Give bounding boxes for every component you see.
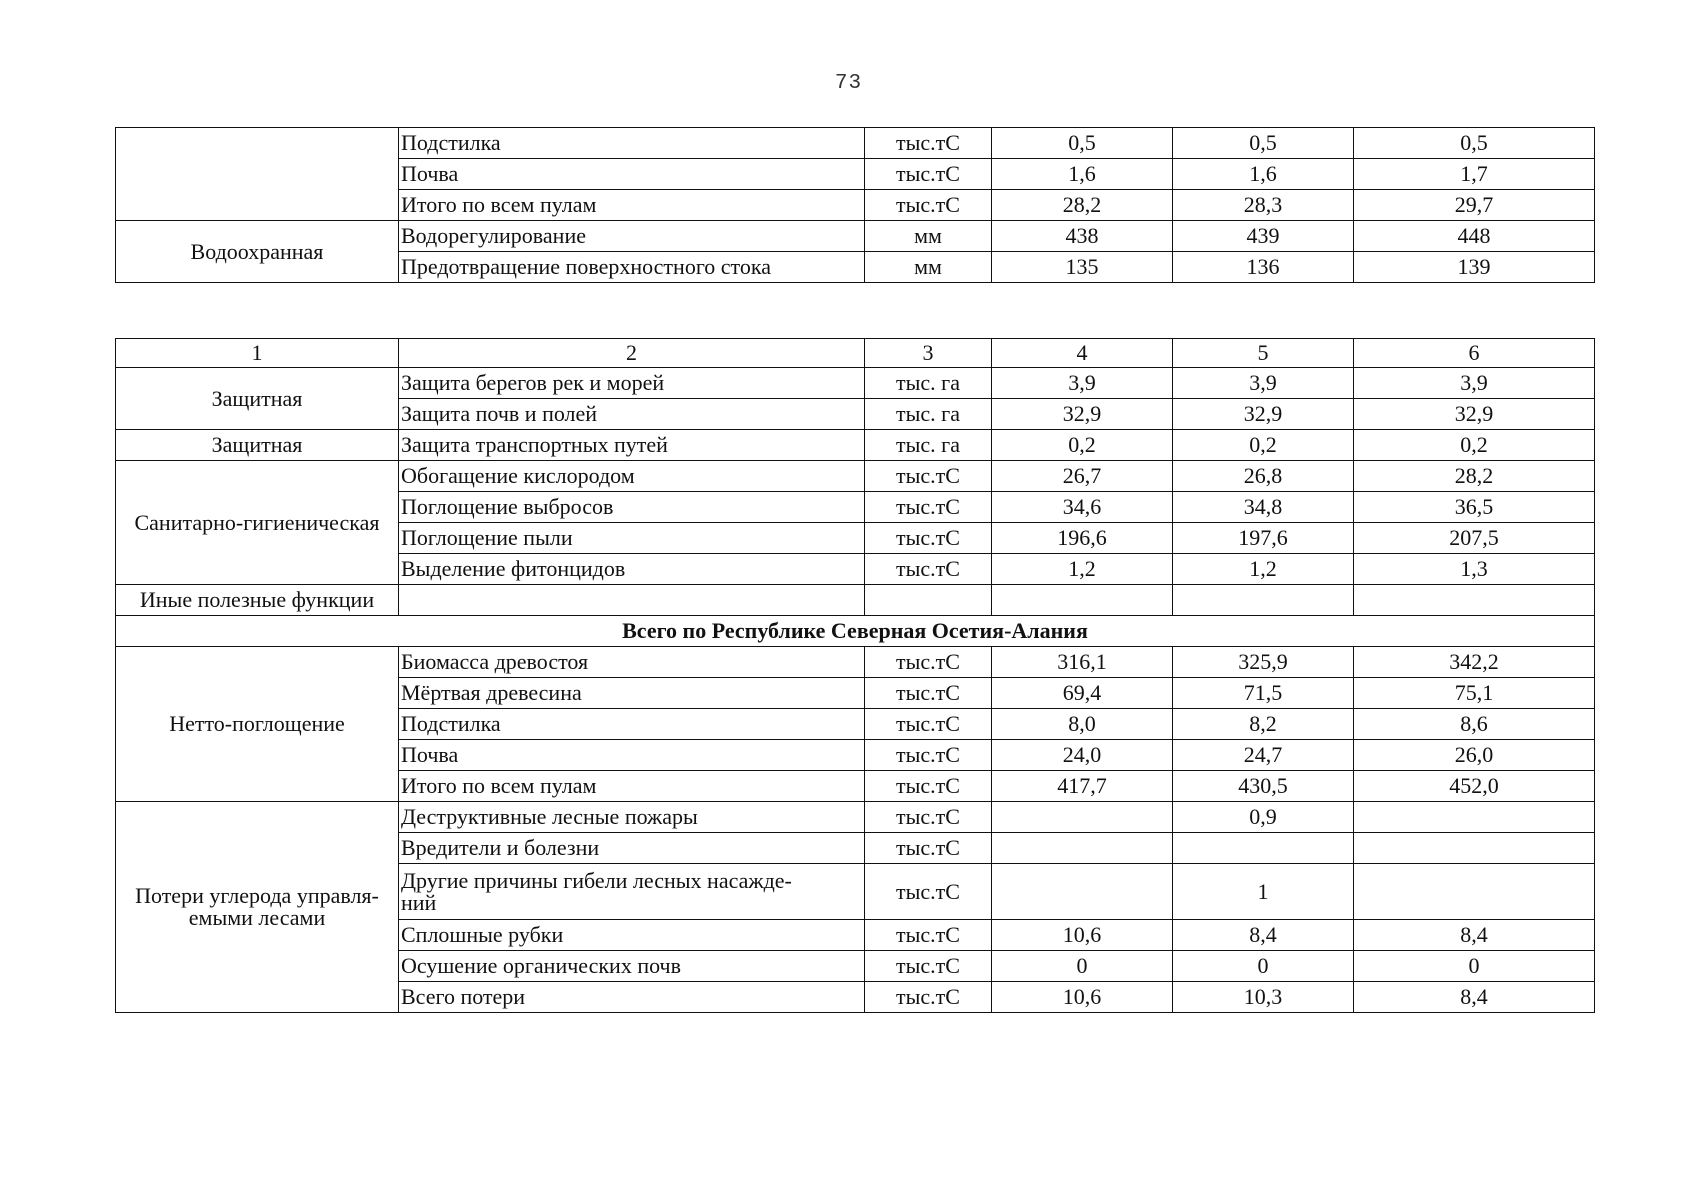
value-cell: 8,6 <box>1354 709 1595 740</box>
total-section-row <box>116 616 1595 647</box>
indicator-cell: Вредители и болезни <box>399 833 865 864</box>
value-cell: 325,9 <box>1173 647 1354 678</box>
value-cell: 34,6 <box>992 492 1173 523</box>
indicator-cell: Защита берегов рек и морей <box>399 368 865 399</box>
value-cell: 28,2 <box>1354 461 1595 492</box>
indicator-cell: Почва <box>399 740 865 771</box>
unit-cell: мм <box>865 221 992 252</box>
table-row <box>116 461 1595 492</box>
value-cell: 28,3 <box>1173 190 1354 221</box>
column-number-row <box>116 339 1595 368</box>
forest-functions-table <box>115 338 1595 1013</box>
indicator-cell: Обогащение кислородом <box>399 461 865 492</box>
value-cell: 3,9 <box>1354 368 1595 399</box>
unit-cell: тыс.тС <box>865 647 992 678</box>
value-cell: 448 <box>1354 221 1595 252</box>
indicator-cell: Итого по всем пулам <box>399 771 865 802</box>
value-cell: 26,0 <box>1354 740 1595 771</box>
unit-cell: тыс.тС <box>865 951 992 982</box>
value-cell <box>992 802 1173 833</box>
value-cell: 71,5 <box>1173 678 1354 709</box>
group-cell: Иные полезные функции <box>116 585 399 616</box>
indicator-cell: Биомасса древостоя <box>399 647 865 678</box>
indicator-cell: Поглощение выбросов <box>399 492 865 523</box>
value-cell: 139 <box>1354 252 1595 283</box>
indicator-cell: Почва <box>399 159 865 190</box>
value-cell: 29,7 <box>1354 190 1595 221</box>
value-cell: 136 <box>1173 252 1354 283</box>
table-row <box>116 585 1595 616</box>
indicator-cell: Защита почв и полей <box>399 399 865 430</box>
value-cell: 0,2 <box>1354 430 1595 461</box>
indicator-cell: Водорегулирование <box>399 221 865 252</box>
column-number: 6 <box>1354 339 1595 368</box>
unit-cell: тыс.тС <box>865 159 992 190</box>
value-cell: 417,7 <box>992 771 1173 802</box>
indicator-cell: Деструктивные лесные пожары <box>399 802 865 833</box>
value-cell: 207,5 <box>1354 523 1595 554</box>
value-cell: 0,2 <box>1173 430 1354 461</box>
indicator-cell: Итого по всем пулам <box>399 190 865 221</box>
table-row <box>116 368 1595 399</box>
value-cell: 1,6 <box>992 159 1173 190</box>
column-number: 2 <box>399 339 865 368</box>
group-cell: Санитарно-гигиеническая <box>116 461 399 585</box>
indicator-cell: Поглощение пыли <box>399 523 865 554</box>
value-cell: 0 <box>1354 951 1595 982</box>
value-cell: 0,9 <box>1173 802 1354 833</box>
value-cell: 0,2 <box>992 430 1173 461</box>
unit-cell: тыс.тС <box>865 554 992 585</box>
value-cell: 430,5 <box>1173 771 1354 802</box>
table-row <box>116 802 1595 833</box>
indicator-cell: Осушение органических почв <box>399 951 865 982</box>
value-cell: 0,5 <box>992 128 1173 159</box>
unit-cell: тыс. га <box>865 368 992 399</box>
value-cell: 438 <box>992 221 1173 252</box>
page-number: 73 <box>834 72 863 95</box>
value-cell: 197,6 <box>1173 523 1354 554</box>
value-cell: 10,6 <box>992 982 1173 1013</box>
value-cell: 8,2 <box>1173 709 1354 740</box>
value-cell: 3,9 <box>992 368 1173 399</box>
value-cell <box>992 864 1173 920</box>
total-section-title: Всего по Республике Северная Осетия-Алания <box>116 616 1595 647</box>
table-row <box>116 128 1595 159</box>
value-cell: 1 <box>1173 864 1354 920</box>
value-cell: 0,5 <box>1173 128 1354 159</box>
group-cell: Потери углерода управля- емыми лесами <box>116 802 399 1013</box>
value-cell: 69,4 <box>992 678 1173 709</box>
value-cell: 24,0 <box>992 740 1173 771</box>
value-cell <box>1354 585 1595 616</box>
unit-cell: тыс.тС <box>865 523 992 554</box>
value-cell: 1,6 <box>1173 159 1354 190</box>
column-number: 3 <box>865 339 992 368</box>
group-cell: Водоохранная <box>116 221 399 283</box>
table-row <box>116 221 1595 252</box>
table-continuation <box>115 127 1595 283</box>
value-cell: 452,0 <box>1354 771 1595 802</box>
value-cell: 3,9 <box>1173 368 1354 399</box>
unit-cell: тыс.тС <box>865 771 992 802</box>
value-cell: 32,9 <box>1173 399 1354 430</box>
indicator-cell: Защита транспортных путей <box>399 430 865 461</box>
indicator-cell: Подстилка <box>399 128 865 159</box>
unit-cell <box>865 585 992 616</box>
value-cell: 36,5 <box>1354 492 1595 523</box>
column-number: 4 <box>992 339 1173 368</box>
value-cell: 32,9 <box>992 399 1173 430</box>
indicator-cell <box>399 585 865 616</box>
unit-cell: тыс. га <box>865 430 992 461</box>
value-cell: 34,8 <box>1173 492 1354 523</box>
value-cell: 342,2 <box>1354 647 1595 678</box>
value-cell: 135 <box>992 252 1173 283</box>
group-cell: Нетто-поглощение <box>116 647 399 802</box>
table-row <box>116 647 1595 678</box>
value-cell: 439 <box>1173 221 1354 252</box>
value-cell: 1,3 <box>1354 554 1595 585</box>
value-cell: 28,2 <box>992 190 1173 221</box>
unit-cell: тыс.тС <box>865 864 992 920</box>
value-cell <box>1354 802 1595 833</box>
value-cell: 24,7 <box>1173 740 1354 771</box>
value-cell: 0,5 <box>1354 128 1595 159</box>
unit-cell: тыс.тС <box>865 833 992 864</box>
indicator-cell: Выделение фитонцидов <box>399 554 865 585</box>
value-cell: 10,3 <box>1173 982 1354 1013</box>
unit-cell: тыс.тС <box>865 678 992 709</box>
indicator-cell: Сплошные рубки <box>399 920 865 951</box>
unit-cell: тыс.тС <box>865 920 992 951</box>
unit-cell: тыс. га <box>865 399 992 430</box>
unit-cell: тыс.тС <box>865 492 992 523</box>
value-cell: 75,1 <box>1354 678 1595 709</box>
value-cell: 32,9 <box>1354 399 1595 430</box>
table-row <box>116 430 1595 461</box>
value-cell: 196,6 <box>992 523 1173 554</box>
unit-cell: мм <box>865 252 992 283</box>
group-cell <box>116 128 399 221</box>
column-number: 1 <box>116 339 399 368</box>
unit-cell: тыс.тС <box>865 709 992 740</box>
column-number: 5 <box>1173 339 1354 368</box>
value-cell: 8,4 <box>1173 920 1354 951</box>
value-cell <box>1173 585 1354 616</box>
unit-cell: тыс.тС <box>865 190 992 221</box>
value-cell: 26,7 <box>992 461 1173 492</box>
value-cell: 0 <box>1173 951 1354 982</box>
indicator-cell: Другие причины гибели лесных насажде- ний <box>399 864 865 920</box>
indicator-cell: Подстилка <box>399 709 865 740</box>
indicator-cell: Всего потери <box>399 982 865 1013</box>
value-cell: 8,0 <box>992 709 1173 740</box>
unit-cell: тыс.тС <box>865 461 992 492</box>
value-cell: 26,8 <box>1173 461 1354 492</box>
value-cell <box>992 833 1173 864</box>
value-cell: 1,7 <box>1354 159 1595 190</box>
value-cell: 1,2 <box>1173 554 1354 585</box>
value-cell <box>1173 833 1354 864</box>
value-cell <box>992 585 1173 616</box>
unit-cell: тыс.тС <box>865 982 992 1013</box>
group-cell: Защитная <box>116 430 399 461</box>
unit-cell: тыс.тС <box>865 802 992 833</box>
value-cell <box>1354 864 1595 920</box>
value-cell <box>1354 833 1595 864</box>
value-cell: 1,2 <box>992 554 1173 585</box>
unit-cell: тыс.тС <box>865 128 992 159</box>
value-cell: 10,6 <box>992 920 1173 951</box>
unit-cell: тыс.тС <box>865 740 992 771</box>
value-cell: 0 <box>992 951 1173 982</box>
indicator-cell: Предотвращение поверхностного стока <box>399 252 865 283</box>
indicator-cell: Мёртвая древесина <box>399 678 865 709</box>
value-cell: 316,1 <box>992 647 1173 678</box>
value-cell: 8,4 <box>1354 920 1595 951</box>
value-cell: 8,4 <box>1354 982 1595 1013</box>
group-cell: Защитная <box>116 368 399 430</box>
